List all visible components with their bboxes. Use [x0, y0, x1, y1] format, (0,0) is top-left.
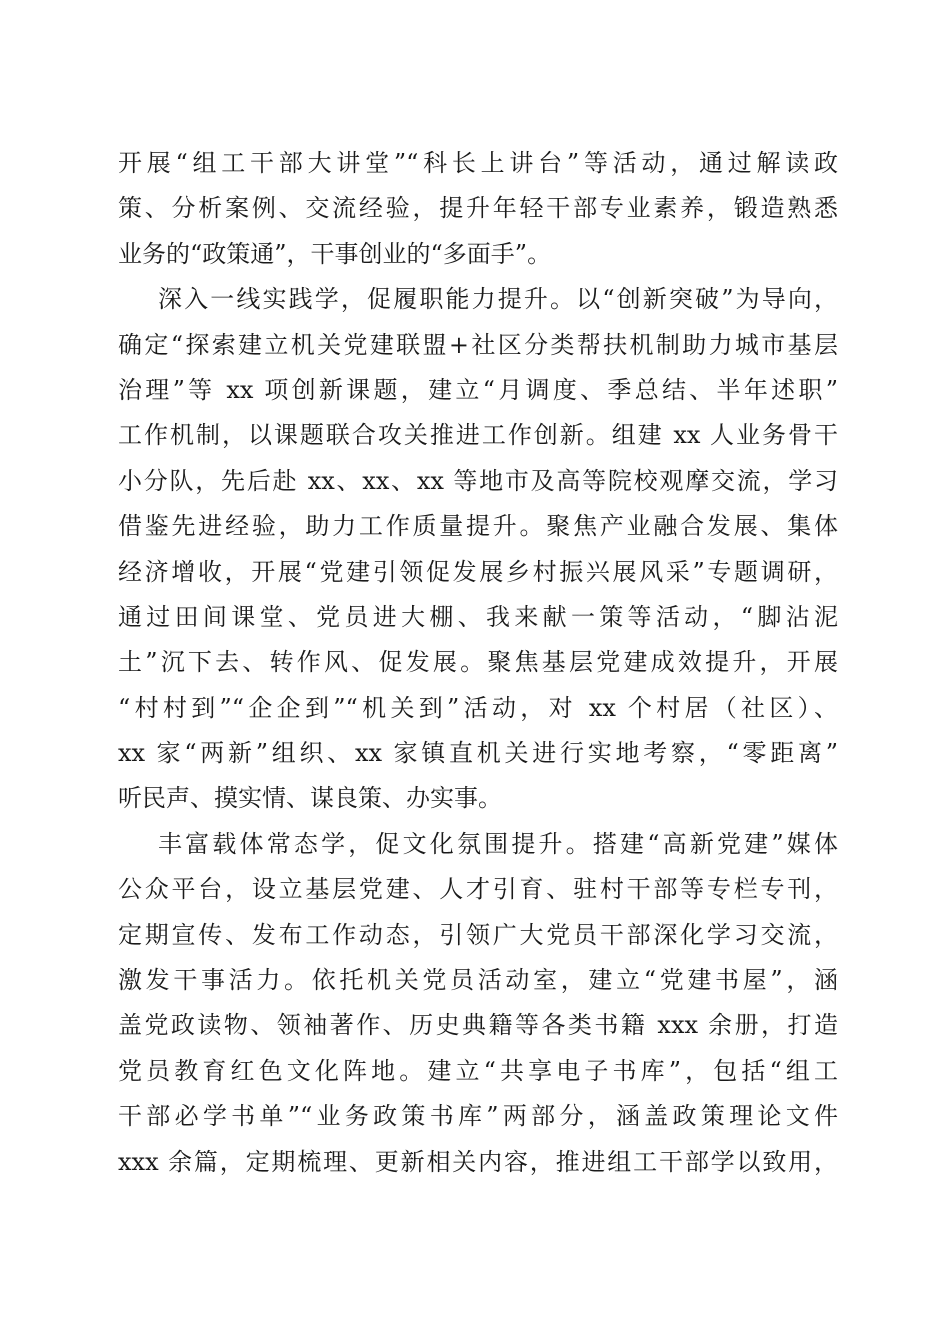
text-line: 通过田间课堂、党员进大棚、我来献一策等活动，“脚沾泥: [118, 602, 838, 631]
text-line: 策、分析案例、交流经验，提升年轻干部专业素养，锻造熟悉: [118, 194, 838, 223]
text-line: xx 家“两新”组织、xx 家镇直机关进行实地考察，“零距离”: [118, 739, 838, 768]
text-line: 激发干事活力。依托机关党员活动室，建立“党建书屋”，涵: [118, 966, 838, 995]
text-line: 干部必学书单”“业务政策书库”两部分，涵盖政策理论文件: [118, 1102, 838, 1131]
text-line: 盖党政读物、领袖著作、历史典籍等各类书籍 xxx 余册，打造: [118, 1011, 838, 1040]
text-line: 治理”等 xx 项创新课题，建立“月调度、季总结、半年述职”: [118, 375, 838, 404]
text-line: 丰富载体常态学，促文化氛围提升。搭建“高新党建”媒体: [158, 829, 838, 858]
text-line: 小分队，先后赴 xx、xx、xx 等地市及高等院校观摩交流，学习: [118, 466, 838, 495]
text-line: 听民声、摸实情、谋良策、办实事。: [118, 784, 502, 813]
text-line: 借鉴先进经验，助力工作质量提升。聚焦产业融合发展、集体: [118, 512, 838, 541]
text-line: “村村到”“企企到”“机关到”活动，对 xx 个村居（社区）、: [118, 693, 838, 722]
text-line: xxx 余篇，定期梳理、更新相关内容，推进组工干部学以致用，: [118, 1147, 838, 1176]
text-line: 定期宣传、发布工作动态，引领广大党员干部深化学习交流，: [118, 920, 838, 949]
text-line: 公众平台，设立基层党建、人才引育、驻村干部等专栏专刊，: [118, 875, 838, 904]
text-line: 经济增收，开展“党建引领促发展乡村振兴展风采”专题调研，: [118, 557, 838, 586]
document-body: [118, 141, 838, 1185]
text-line: 开展“组工干部大讲堂”“科长上讲台”等活动，通过解读政: [118, 149, 838, 177]
text-line: 土”沉下去、转作风、促发展。聚焦基层党建成效提升，开展: [118, 648, 838, 677]
text-line: 确定“探索建立机关党建联盟+社区分类帮扶机制助力城市基层: [118, 330, 838, 359]
text-line: 工作机制，以课题联合攻关推进工作创新。组建 xx 人业务骨干: [118, 421, 838, 450]
text-line: 业务的“政策通”，干事创业的“多面手”。: [118, 239, 552, 268]
text-line: 党员教育红色文化阵地。建立“共享电子书库”，包括“组工: [118, 1056, 838, 1085]
text-line: 深入一线实践学，促履职能力提升。以“创新突破”为导向，: [158, 285, 838, 314]
